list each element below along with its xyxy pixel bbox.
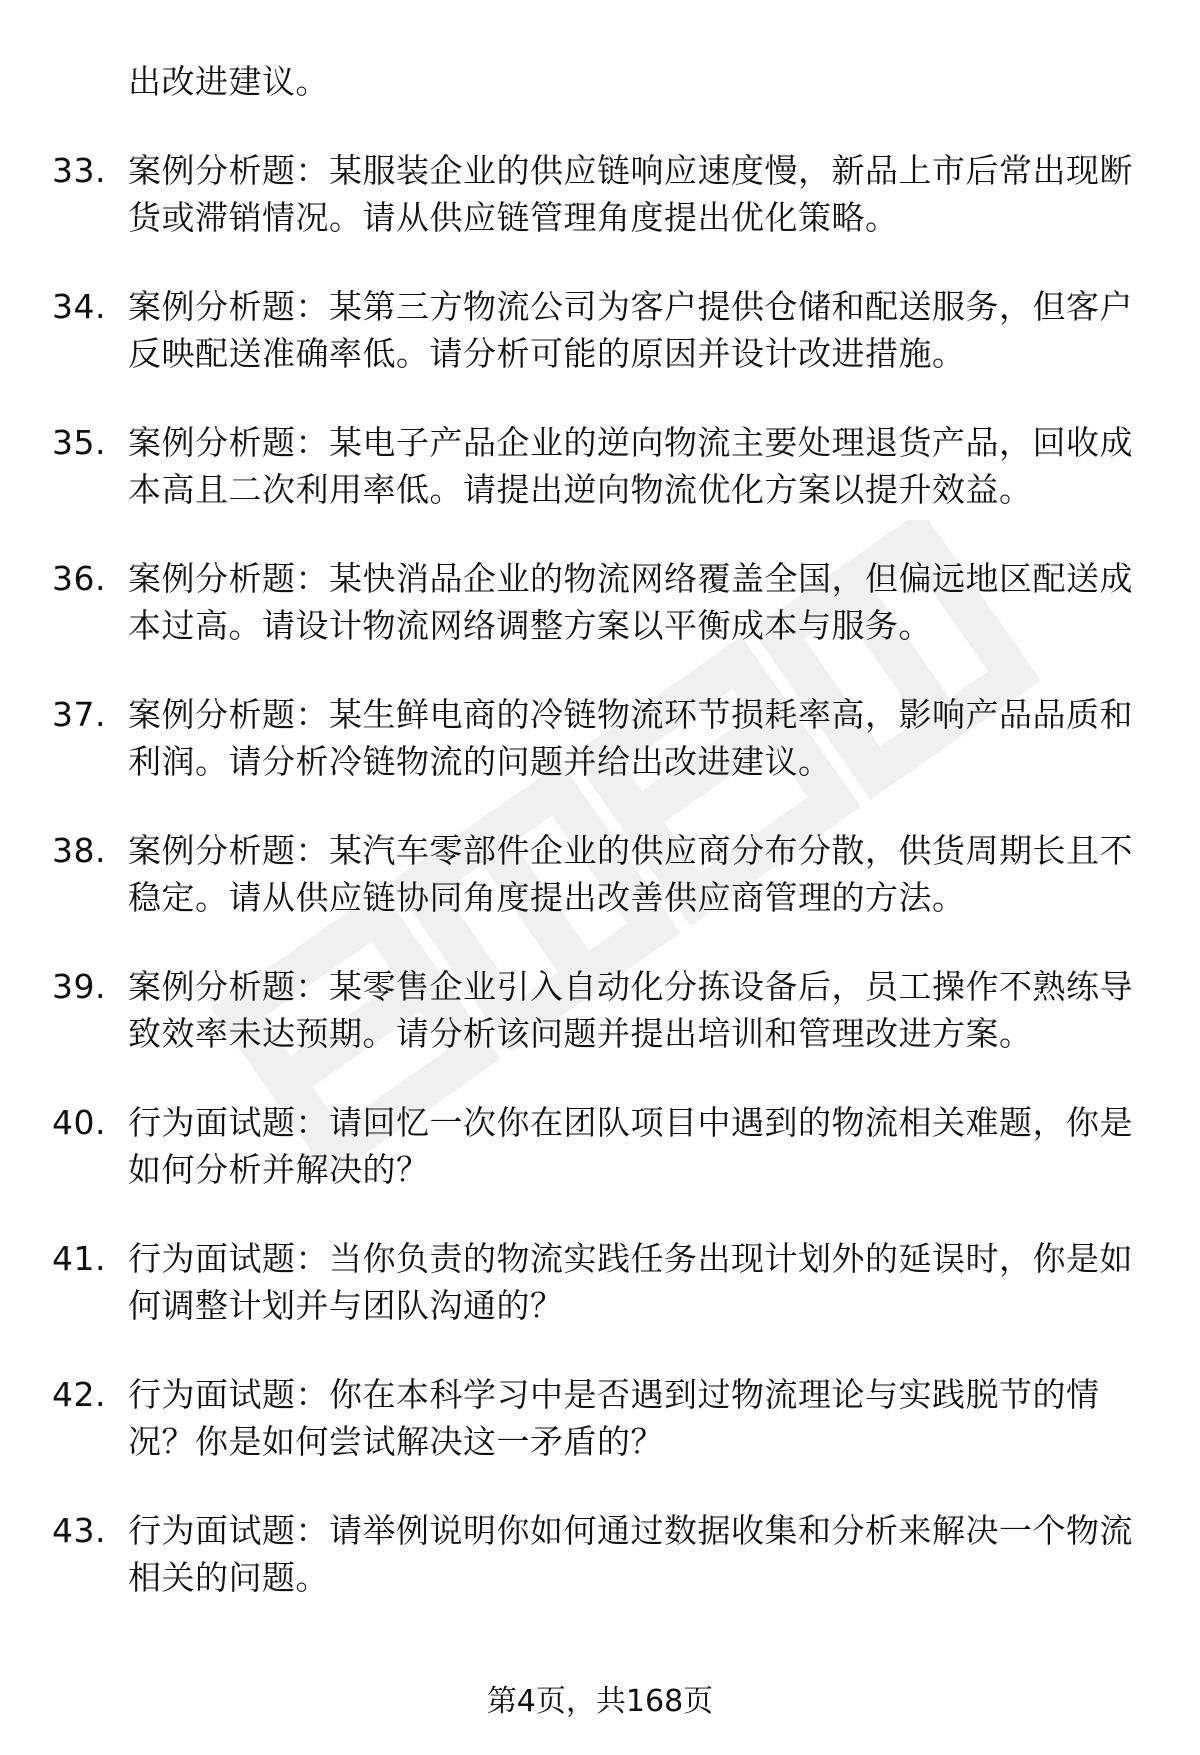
question-number: 33. [52,151,106,190]
question-text: 案例分析题：某快消品企业的物流网络覆盖全国，但偏远地区配送成本过高。请设计物流网络调整方案以平衡成本与服务。 [128,559,1133,645]
question-item [0,1507,1138,1601]
question-item [0,555,1138,649]
question-number: 36. [52,559,106,598]
question-text: 案例分析题：某电子产品企业的逆向物流主要处理退货产品，回收成本高且二次利用率低。请提出逆向物流优化方案以提升效益。 [128,423,1133,509]
page-footer: 第4页，共168页 [486,1684,714,1719]
question-item [0,827,1138,921]
question-item [0,283,1138,377]
question-text: 案例分析题：某零售企业引入自动化分拣设备后，员工操作不熟练导致效率未达预期。请分析该问题并提出培训和管理改进方案。 [128,967,1133,1053]
question-text: 案例分析题：某汽车零部件企业的供应商分布分散，供货周期长且不稳定。请从供应链协同角度提出改善供应商管理的方法。 [128,831,1133,917]
question-item [0,1371,1138,1465]
continuation-text: 出改进建议。 [128,62,329,101]
question-text: 行为面试题：你在本科学习中是否遇到过物流理论与实践脱节的情况？你是如何尝试解决这一矛盾的？ [128,1375,1100,1461]
question-text: 行为面试题：当你负责的物流实践任务出现计划外的延误时，你是如何调整计划并与团队沟通的？ [128,1239,1133,1325]
question-number: 35. [52,423,106,462]
question-number: 41. [52,1239,106,1278]
question-item [0,691,1138,785]
question-text: 案例分析题：某服装企业的供应链响应速度慢，新品上市后常出现断货或滞销情况。请从供应链管理角度提出优化策略。 [128,151,1133,237]
question-number: 40. [52,1103,106,1142]
question-item [0,1099,1138,1193]
question-text: 行为面试题：请举例说明你如何通过数据收集和分析来解决一个物流相关的问题。 [128,1511,1133,1597]
question-number: 42. [52,1375,106,1414]
question-number: 39. [52,967,106,1006]
question-item [0,1235,1138,1329]
question-item [0,419,1138,513]
question-item [0,147,1138,241]
question-list [0,58,1200,1601]
question-number: 38. [52,831,106,870]
question-number: 37. [52,695,106,734]
question-text: 案例分析题：某生鲜电商的冷链物流环节损耗率高，影响产品品质和利润。请分析冷链物流的问题并给出改进建议。 [128,695,1133,781]
question-number: 43. [52,1511,106,1550]
question-number: 34. [52,287,106,326]
question-text: 行为面试题：请回忆一次你在团队项目中遇到的物流相关难题，你是如何分析并解决的？ [128,1103,1133,1189]
question-item [0,963,1138,1057]
question-text: 案例分析题：某第三方物流公司为客户提供仓储和配送服务，但客户反映配送准确率低。请分析可能的原因并设计改进措施。 [128,287,1133,373]
